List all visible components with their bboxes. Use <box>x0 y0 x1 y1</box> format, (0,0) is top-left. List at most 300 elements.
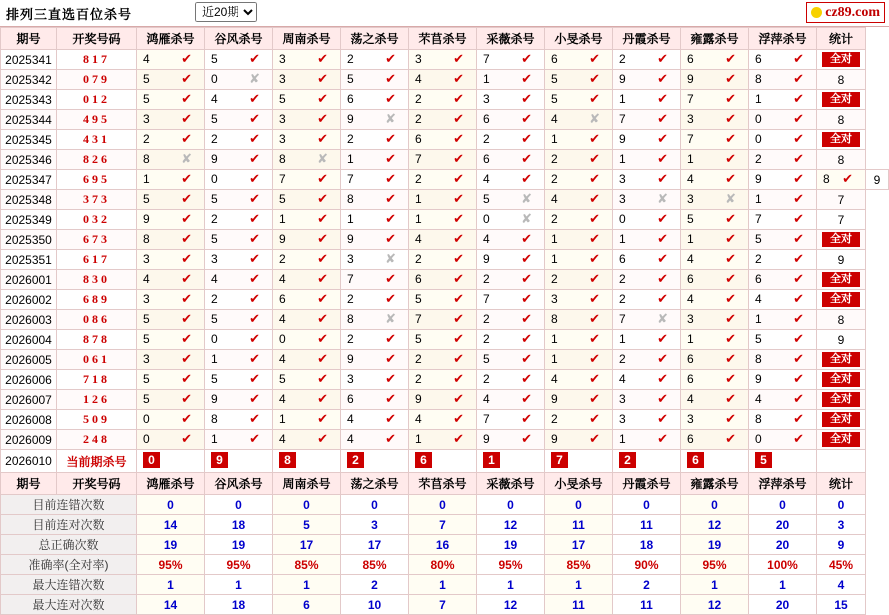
check-icon: ✔ <box>589 131 600 146</box>
cell-killer-5 <box>409 270 477 290</box>
check-icon: ✔ <box>521 131 532 146</box>
check-icon: ✔ <box>725 271 736 286</box>
stats-value-9: 12 <box>681 515 749 535</box>
stats-value-10: 20 <box>749 515 817 535</box>
check-icon: ✔ <box>521 111 532 126</box>
cell-killer-2 <box>205 50 273 70</box>
killer-number: 5 <box>551 92 558 106</box>
cell-stat: 8 <box>817 150 866 170</box>
cell-killer-1 <box>137 310 205 330</box>
cell-issue: 2025345 <box>1 130 57 150</box>
check-icon: ✔ <box>453 371 464 386</box>
cell-killer-11 <box>817 170 866 190</box>
killer-number: 0 <box>755 132 762 146</box>
cell-killer-1 <box>137 430 205 450</box>
check-icon: ✔ <box>657 291 668 306</box>
killer-number: 5 <box>483 192 490 206</box>
check-icon: ✔ <box>657 171 668 186</box>
check-icon: ✔ <box>181 271 192 286</box>
killer-number: 1 <box>551 132 558 146</box>
killer-number: 6 <box>415 132 422 146</box>
cell-killer-10 <box>749 110 817 130</box>
cell-issue: 2025349 <box>1 210 57 230</box>
killer-number: 2 <box>211 292 218 306</box>
check-icon: ✔ <box>521 171 532 186</box>
cell-killer-7 <box>545 390 613 410</box>
cell-killer-3 <box>273 90 341 110</box>
column-header-killer-8: 丹霞杀号 <box>613 473 681 495</box>
check-icon: ✔ <box>521 391 532 406</box>
killer-number: 5 <box>143 392 150 406</box>
cell-issue: 2025342 <box>1 70 57 90</box>
column-header-killer-8: 丹霞杀号 <box>613 28 681 50</box>
cell-killer-7 <box>545 50 613 70</box>
killer-number: 7 <box>619 112 626 126</box>
check-icon: ✔ <box>589 191 600 206</box>
column-header-issue: 期号 <box>1 473 57 495</box>
stats-value-3: 6 <box>273 595 341 615</box>
check-icon: ✔ <box>181 391 192 406</box>
cell-stat <box>817 90 866 110</box>
stats-value-2: 18 <box>205 515 273 535</box>
killer-number: 9 <box>687 72 694 86</box>
killer-number: 0 <box>143 432 150 446</box>
cell-killer-9 <box>681 370 749 390</box>
check-icon: ✔ <box>657 391 668 406</box>
killer-number: 5 <box>279 192 286 206</box>
killer-number: 1 <box>619 232 626 246</box>
killer-number: 3 <box>211 252 218 266</box>
killer-number: 1 <box>619 432 626 446</box>
cell-killer-2 <box>205 370 273 390</box>
cell-killer-8 <box>613 230 681 250</box>
cell-killer-8 <box>613 110 681 130</box>
cell-killer-8 <box>613 290 681 310</box>
killer-number: 2 <box>347 132 354 146</box>
killer-number: 4 <box>279 352 286 366</box>
check-icon: ✔ <box>793 71 804 86</box>
status-badge: 全对 <box>822 392 860 407</box>
check-icon: ✔ <box>249 411 260 426</box>
killer-number: 5 <box>143 312 150 326</box>
logo-dot-icon <box>811 7 822 18</box>
killer-number: 2 <box>415 172 422 186</box>
stats-value-7: 85% <box>545 555 613 575</box>
header-row-bottom <box>1 473 889 495</box>
check-icon: ✔ <box>385 91 396 106</box>
check-icon: ✔ <box>793 91 804 106</box>
stats-value-7: 0 <box>545 495 613 515</box>
cell-killer-6 <box>477 50 545 70</box>
cell-killer-2 <box>205 170 273 190</box>
killer-number: 7 <box>483 412 490 426</box>
cell-draw-code: 826 <box>57 150 137 170</box>
cell-killer-1 <box>137 370 205 390</box>
killer-number: 9 <box>755 372 762 386</box>
check-icon: ✔ <box>317 251 328 266</box>
killer-number: 4 <box>415 72 422 86</box>
cell-killer-9 <box>681 250 749 270</box>
killer-number: 4 <box>279 312 286 326</box>
cell-current-killer-2 <box>205 450 273 473</box>
check-icon: ✔ <box>453 91 464 106</box>
cell-issue: 2025341 <box>1 50 57 70</box>
killer-number: 3 <box>687 192 694 206</box>
killer-number: 2 <box>755 252 762 266</box>
check-icon: ✔ <box>181 231 192 246</box>
cell-killer-7 <box>545 410 613 430</box>
cell-killer-1 <box>137 110 205 130</box>
check-icon: ✔ <box>793 131 804 146</box>
stats-value-2: 18 <box>205 595 273 615</box>
killer-number: 0 <box>755 432 762 446</box>
killer-number: 2 <box>279 252 286 266</box>
killer-number-table <box>0 27 889 615</box>
table-row <box>1 430 889 450</box>
check-icon: ✔ <box>249 271 260 286</box>
check-icon: ✔ <box>793 331 804 346</box>
page-title: 排列三直选百位杀号 <box>6 6 133 22</box>
check-icon: ✔ <box>181 211 192 226</box>
check-icon: ✔ <box>521 331 532 346</box>
killer-number: 4 <box>211 92 218 106</box>
cell-killer-9 <box>681 350 749 370</box>
table-body <box>1 50 889 473</box>
cell-killer-8 <box>613 310 681 330</box>
status-badge: 全对 <box>822 52 860 67</box>
cell-killer-10 <box>749 350 817 370</box>
stats-body <box>1 473 889 615</box>
cell-killer-2 <box>205 90 273 110</box>
stats-row-label: 最大连对次数 <box>1 595 137 615</box>
check-icon: ✔ <box>453 271 464 286</box>
killer-number: 3 <box>619 172 626 186</box>
check-icon: ✔ <box>589 251 600 266</box>
stats-value-7: 11 <box>545 515 613 535</box>
killer-number: 2 <box>551 212 558 226</box>
killer-number: 4 <box>687 172 694 186</box>
cell-current-label: 当前期杀号 <box>57 450 137 473</box>
column-header-stat: 统计 <box>817 473 866 495</box>
killer-number: 0 <box>755 112 762 126</box>
table-row <box>1 110 889 130</box>
cell-killer-4 <box>341 290 409 310</box>
cell-stat: 7 <box>817 190 866 210</box>
killer-number: 4 <box>755 392 762 406</box>
check-icon: ✔ <box>521 71 532 86</box>
killer-number: 1 <box>755 92 762 106</box>
check-icon: ✔ <box>453 191 464 206</box>
stats-value-4: 2 <box>341 575 409 595</box>
stats-row-label: 最大连错次数 <box>1 575 137 595</box>
column-header-killer-9: 雍露杀号 <box>681 473 749 495</box>
cell-killer-3 <box>273 150 341 170</box>
cell-killer-8 <box>613 210 681 230</box>
cell-killer-2 <box>205 410 273 430</box>
stats-value-6: 1 <box>477 575 545 595</box>
cell-killer-10 <box>749 390 817 410</box>
check-icon: ✔ <box>521 371 532 386</box>
table-row <box>1 330 889 350</box>
cell-killer-3 <box>273 110 341 130</box>
check-icon: ✔ <box>521 151 532 166</box>
check-icon: ✔ <box>249 391 260 406</box>
killer-number: 6 <box>483 152 490 166</box>
cell-killer-1 <box>137 150 205 170</box>
killer-number: 5 <box>211 312 218 326</box>
cell-killer-2 <box>205 390 273 410</box>
current-killer-badge: 8 <box>279 452 296 468</box>
check-icon: ✔ <box>725 211 736 226</box>
check-icon: ✔ <box>453 291 464 306</box>
cell-draw-code: 817 <box>57 50 137 70</box>
check-icon: ✔ <box>317 171 328 186</box>
killer-number: 2 <box>755 152 762 166</box>
site-logo[interactable] <box>806 2 885 23</box>
status-badge: 全对 <box>822 412 860 427</box>
cell-killer-4 <box>341 190 409 210</box>
killer-number: 2 <box>483 312 490 326</box>
table-row <box>1 90 889 110</box>
killer-number: 2 <box>347 332 354 346</box>
killer-number: 0 <box>483 212 490 226</box>
cell-current-killer-5 <box>409 450 477 473</box>
cross-icon: ✘ <box>725 191 736 206</box>
stats-total: 15 <box>817 595 866 615</box>
cell-killer-10 <box>749 230 817 250</box>
check-icon: ✔ <box>453 331 464 346</box>
cell-current-killer-10 <box>749 450 817 473</box>
killer-number: 3 <box>279 112 286 126</box>
cell-killer-7 <box>545 330 613 350</box>
killer-number: 1 <box>279 212 286 226</box>
column-header-killer-1: 鸿雁杀号 <box>137 473 205 495</box>
stats-total: 45% <box>817 555 866 575</box>
check-icon: ✔ <box>725 311 736 326</box>
killer-number: 5 <box>415 332 422 346</box>
cell-stat <box>817 350 866 370</box>
killer-number: 4 <box>551 372 558 386</box>
cell-killer-9 <box>681 110 749 130</box>
check-icon: ✔ <box>521 271 532 286</box>
cell-killer-7 <box>545 170 613 190</box>
period-select[interactable] <box>195 2 257 22</box>
check-icon: ✔ <box>453 391 464 406</box>
cell-issue: 2025343 <box>1 90 57 110</box>
cell-killer-9 <box>681 290 749 310</box>
killer-number: 2 <box>415 352 422 366</box>
killer-number: 5 <box>211 52 218 66</box>
check-icon: ✔ <box>657 151 668 166</box>
stats-value-2: 1 <box>205 575 273 595</box>
check-icon: ✔ <box>793 151 804 166</box>
stats-value-2: 95% <box>205 555 273 575</box>
killer-number: 5 <box>211 192 218 206</box>
cell-killer-7 <box>545 370 613 390</box>
cell-killer-10 <box>749 210 817 230</box>
table-head <box>1 28 889 50</box>
check-icon: ✔ <box>317 351 328 366</box>
check-icon: ✔ <box>793 271 804 286</box>
cell-killer-10 <box>749 270 817 290</box>
cell-issue: 2026003 <box>1 310 57 330</box>
killer-number: 2 <box>551 152 558 166</box>
check-icon: ✔ <box>657 411 668 426</box>
cell-killer-1 <box>137 290 205 310</box>
cell-killer-3 <box>273 410 341 430</box>
stats-value-8: 11 <box>613 515 681 535</box>
status-badge: 全对 <box>822 92 860 107</box>
killer-number: 5 <box>415 292 422 306</box>
cross-icon: ✘ <box>521 211 532 226</box>
stats-value-7: 17 <box>545 535 613 555</box>
check-icon: ✔ <box>521 431 532 446</box>
cell-killer-7 <box>545 430 613 450</box>
cell-issue: 2026007 <box>1 390 57 410</box>
check-icon: ✔ <box>725 71 736 86</box>
stats-row-label: 总正确次数 <box>1 535 137 555</box>
cell-killer-4 <box>341 250 409 270</box>
cell-issue: 2025346 <box>1 150 57 170</box>
killer-number: 0 <box>211 332 218 346</box>
killer-number: 4 <box>279 432 286 446</box>
killer-number: 3 <box>687 412 694 426</box>
killer-number: 2 <box>415 112 422 126</box>
cell-killer-3 <box>273 310 341 330</box>
killer-number: 2 <box>551 412 558 426</box>
cell-stat <box>817 50 866 70</box>
check-icon: ✔ <box>842 171 853 186</box>
cell-killer-6 <box>477 70 545 90</box>
stats-value-7: 1 <box>545 575 613 595</box>
killer-number: 9 <box>211 152 218 166</box>
killer-number: 2 <box>619 272 626 286</box>
current-killer-badge: 0 <box>143 452 160 468</box>
cell-draw-code: 431 <box>57 130 137 150</box>
cell-killer-2 <box>205 270 273 290</box>
killer-number: 6 <box>347 392 354 406</box>
killer-number: 8 <box>755 72 762 86</box>
killer-number: 9 <box>755 172 762 186</box>
table-row <box>1 230 889 250</box>
killer-number: 6 <box>687 352 694 366</box>
killer-number: 6 <box>415 272 422 286</box>
cell-killer-2 <box>205 230 273 250</box>
cell-issue: 2025348 <box>1 190 57 210</box>
column-header-killer-4: 荡之杀号 <box>341 473 409 495</box>
killer-number: 2 <box>347 292 354 306</box>
check-icon: ✔ <box>589 231 600 246</box>
status-badge: 全对 <box>822 292 860 307</box>
table-row <box>1 150 889 170</box>
stats-value-9: 12 <box>681 595 749 615</box>
killer-number: 7 <box>483 292 490 306</box>
cell-killer-3 <box>273 330 341 350</box>
cell-current-killer-8 <box>613 450 681 473</box>
table-row <box>1 130 889 150</box>
killer-number: 6 <box>755 52 762 66</box>
check-icon: ✔ <box>589 331 600 346</box>
cell-issue: 2026009 <box>1 430 57 450</box>
stats-value-5: 0 <box>409 495 477 515</box>
killer-number: 1 <box>687 232 694 246</box>
cell-killer-9 <box>681 70 749 90</box>
cell-killer-1 <box>137 190 205 210</box>
killer-number: 6 <box>687 52 694 66</box>
cell-killer-10 <box>749 130 817 150</box>
killer-number: 3 <box>143 112 150 126</box>
cell-killer-4 <box>341 110 409 130</box>
killer-number: 4 <box>279 392 286 406</box>
stats-value-5: 7 <box>409 595 477 615</box>
stats-row <box>1 595 889 615</box>
check-icon: ✔ <box>385 431 396 446</box>
check-icon: ✔ <box>249 431 260 446</box>
killer-number: 5 <box>279 92 286 106</box>
cell-killer-9 <box>681 190 749 210</box>
cell-killer-6 <box>477 230 545 250</box>
cell-killer-8 <box>613 410 681 430</box>
cell-killer-1 <box>137 90 205 110</box>
cell-killer-10 <box>749 150 817 170</box>
check-icon: ✔ <box>793 51 804 66</box>
check-icon: ✔ <box>317 271 328 286</box>
killer-number: 4 <box>415 412 422 426</box>
killer-number: 8 <box>143 232 150 246</box>
killer-number: 2 <box>483 132 490 146</box>
killer-number: 7 <box>619 312 626 326</box>
cell-killer-5 <box>409 310 477 330</box>
cell-killer-5 <box>409 390 477 410</box>
killer-number: 6 <box>279 292 286 306</box>
stats-row-label: 目前连错次数 <box>1 495 137 515</box>
cell-draw-code: 079 <box>57 70 137 90</box>
killer-number: 4 <box>551 112 558 126</box>
period-select-wrap[interactable] <box>195 2 257 22</box>
killer-number: 7 <box>279 172 286 186</box>
cell-killer-7 <box>545 310 613 330</box>
stats-value-10: 20 <box>749 595 817 615</box>
cell-stat: 9 <box>817 250 866 270</box>
killer-number: 1 <box>347 212 354 226</box>
cell-killer-8 <box>613 430 681 450</box>
killer-number: 5 <box>143 332 150 346</box>
cell-current-killer-3 <box>273 450 341 473</box>
killer-number: 8 <box>143 152 150 166</box>
cell-killer-1 <box>137 70 205 90</box>
cell-killer-8 <box>613 190 681 210</box>
cell-killer-6 <box>477 370 545 390</box>
check-icon: ✔ <box>453 351 464 366</box>
killer-number: 4 <box>483 172 490 186</box>
killer-number: 4 <box>143 52 150 66</box>
logo-text: cz89.com <box>825 4 880 20</box>
killer-number: 2 <box>415 92 422 106</box>
killer-number: 4 <box>143 272 150 286</box>
check-icon: ✔ <box>725 151 736 166</box>
cell-killer-3 <box>273 70 341 90</box>
killer-number: 1 <box>687 152 694 166</box>
check-icon: ✔ <box>793 231 804 246</box>
cell-stat <box>817 290 866 310</box>
killer-number: 1 <box>483 72 490 86</box>
killer-number: 9 <box>619 72 626 86</box>
cell-killer-3 <box>273 230 341 250</box>
check-icon: ✔ <box>181 311 192 326</box>
cell-killer-5 <box>409 90 477 110</box>
current-killer-badge: 2 <box>347 452 364 468</box>
check-icon: ✔ <box>725 331 736 346</box>
